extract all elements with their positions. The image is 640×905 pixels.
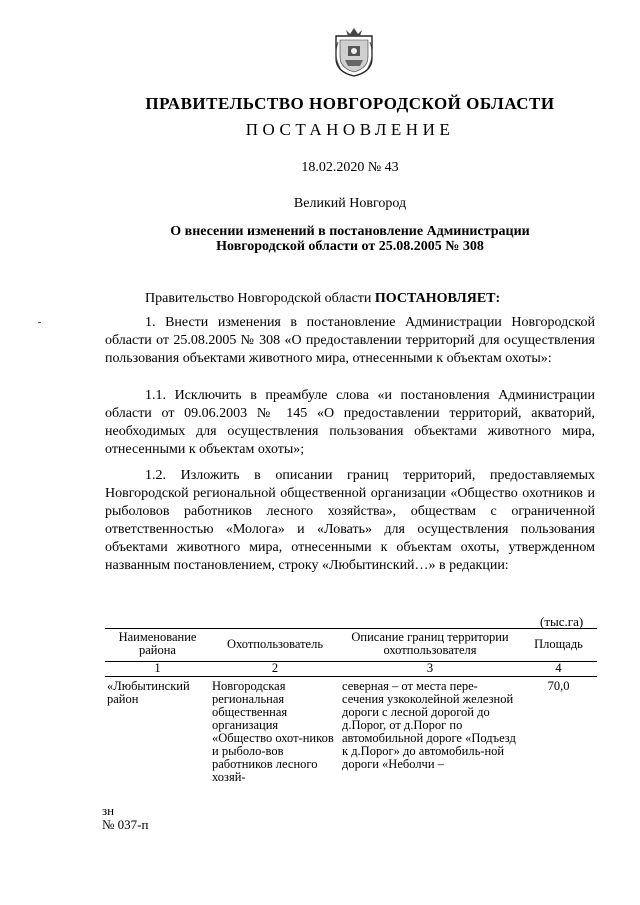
government-title: ПРАВИТЕЛЬСТВО НОВГОРОДСКОЙ ОБЛАСТИ bbox=[145, 94, 555, 113]
header-district: Наименование района bbox=[105, 629, 210, 662]
intro-paragraph bbox=[145, 290, 595, 308]
territory-table bbox=[105, 628, 597, 787]
subject-line-2: Новгородской области от 25.08.2005 № 308 bbox=[216, 239, 484, 254]
document-subject bbox=[30, 224, 640, 254]
column-number: 3 bbox=[340, 662, 520, 677]
cell-district: «Любытинский район bbox=[107, 679, 190, 706]
coat-of-arms-emblem bbox=[330, 26, 378, 78]
subject-line-1: О внесении изменений в постановление Администрации bbox=[170, 224, 530, 239]
column-number: 4 bbox=[520, 662, 597, 677]
intro-resolves: ПОСТАНОВЛЯЕТ: bbox=[374, 291, 501, 306]
city-name: Великий Новгород bbox=[293, 196, 407, 211]
header-area: Площадь bbox=[520, 629, 597, 662]
cell-user: Новгородская региональная общественная организация «Общество охот-ников и рыболо-вов работников лесного хозяй- bbox=[212, 679, 334, 784]
cell-description: северная – от места пере-сечения узкоколейной железной дороги с лесной дорогой до д.Порог, от д.Порог по автомобильной дороге «Подъезд к д.Порог» до автомобиль-ной дороги «Неболчи – bbox=[342, 679, 516, 771]
header-user: Охотпользователь bbox=[210, 629, 340, 662]
document-type: ПОСТАНОВЛЕНИЕ bbox=[245, 120, 455, 139]
footer-note bbox=[102, 804, 148, 832]
footer-code: № 037-п bbox=[102, 817, 149, 832]
footer-initials: зн bbox=[102, 803, 115, 818]
paragraph-1-1: 1.1. Исключить в преамбуле слова «и постановления Администрации области от 09.06.2003 № 145 «О предоставлении территорий, акваторий, необходимых для осуществления пользования объектами животного мира, отнесенными к объектам охоты»; bbox=[105, 388, 595, 457]
table-row bbox=[105, 677, 597, 788]
intro-text: Правительство Новгородской области bbox=[145, 291, 375, 306]
date-and-number: 18.02.2020 № 43 bbox=[301, 160, 399, 175]
column-number: 2 bbox=[210, 662, 340, 677]
table-unit-label: (тыс.га) bbox=[540, 614, 584, 629]
header-description: Описание границ территории охотпользователя bbox=[340, 629, 520, 662]
paragraph-1: 1. Внести изменения в постановление Администрации Новгородской области от 25.08.2005 № 308 «О предоставлении территорий для осуществления пользования объектами животного мира, отнесенными к объектам охоты»: bbox=[105, 315, 595, 366]
column-number-row bbox=[105, 662, 597, 677]
margin-mark bbox=[38, 322, 41, 323]
paragraph-1-2: 1.2. Изложить в описании границ территорий, предоставляемых Новгородской региональной общественной организации «Общество охотников и рыболовов работников лесного хозяйства», обществам с ограниченной ответственностью «Молога» и «Ловать» для осуществления пользования объектами животного мира, отнесенными к объектам охоты, утвержденном названным постановлением, строку «Любытинский…» в редакции: bbox=[105, 468, 595, 573]
column-number: 1 bbox=[105, 662, 210, 677]
cell-area: 70,0 bbox=[547, 679, 570, 693]
table-header-row bbox=[105, 629, 597, 662]
